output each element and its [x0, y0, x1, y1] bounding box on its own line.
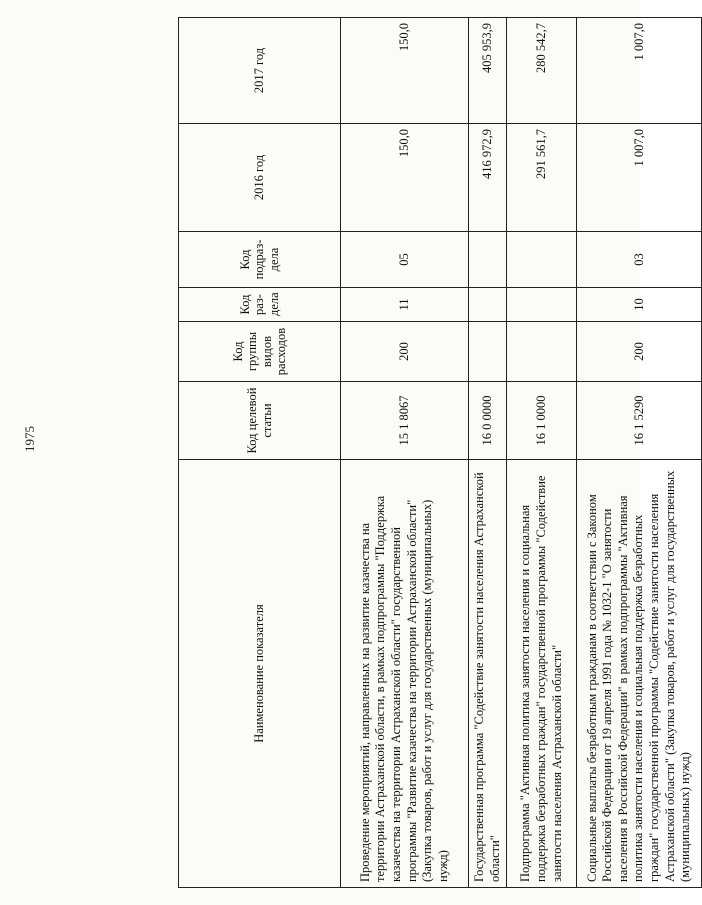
cell-csr: 16 1 5290	[577, 382, 702, 460]
table-row	[341, 18, 469, 888]
cell-csr: 16 1 0000	[507, 382, 577, 460]
rotated-table-container	[178, 18, 693, 888]
cell-2016: 416 972,9	[469, 124, 507, 232]
cell-rz	[469, 288, 507, 322]
header-vr: Код группы видов расходов	[179, 322, 341, 382]
cell-name: Государственная программа "Содействие занятости населения Астраханской области"	[469, 460, 507, 888]
cell-name: Социальные выплаты безработным гражданам в соответствии с Законом Российской Федерации от 19 апреля 1991 года № 1032-1 "О занятости населения в Российской Федерации" в рамках подпрограммы "Активная политика занятости населения и социальная поддержка безработных граждан" государственной программы "Содействие занятости населения Астраханской области" (Закупка товаров, работ и услуг для государственных (муниципальных) нужд)	[577, 460, 702, 888]
header-2016: 2016 год	[179, 124, 341, 232]
cell-2017: 405 953,9	[469, 18, 507, 124]
cell-name: Проведение мероприятий, направленных на развитие казачества на территории Астраханской области, в рамках подпрограммы "Поддержка казачества на территории Астраханской области" государственной программы "Развитие казачества на территории Астраханской области" (Закупка товаров, работ и услуг для государственных (муниципальных) нужд)	[341, 460, 469, 888]
cell-csr: 15 1 8067	[341, 382, 469, 460]
header-csr: Код целевой статьи	[179, 382, 341, 460]
cell-vr	[469, 322, 507, 382]
cell-pr: 05	[341, 232, 469, 288]
cell-csr: 16 0 0000	[469, 382, 507, 460]
cell-rz: 10	[577, 288, 702, 322]
cell-rz: 11	[341, 288, 469, 322]
cell-name: Подпрограмма "Активная политика занятости населения и социальная поддержка безработных граждан" государственной программы "Содействие занятости населения Астраханской области"	[507, 460, 577, 888]
table-row	[577, 18, 702, 888]
cell-pr	[507, 232, 577, 288]
cell-2017: 280 542,7	[507, 18, 577, 124]
cell-vr: 200	[341, 322, 469, 382]
table-row	[469, 18, 507, 888]
page-number: 1975	[22, 426, 37, 452]
cell-pr	[469, 232, 507, 288]
budget-table	[178, 17, 702, 888]
header-name: Наименование показателя	[179, 460, 341, 888]
header-2017: 2017 год	[179, 18, 341, 124]
cell-2017: 1 007,0	[577, 18, 702, 124]
cell-2017: 150,0	[341, 18, 469, 124]
cell-pr: 03	[577, 232, 702, 288]
table-row	[507, 18, 577, 888]
header-rz: Код раз-дела	[179, 288, 341, 322]
cell-rz	[507, 288, 577, 322]
table-header-row	[179, 18, 341, 888]
header-pr: Код подраз-дела	[179, 232, 341, 288]
cell-2016: 1 007,0	[577, 124, 702, 232]
cell-2016: 291 561,7	[507, 124, 577, 232]
cell-vr	[507, 322, 577, 382]
cell-2016: 150,0	[341, 124, 469, 232]
cell-vr: 200	[577, 322, 702, 382]
